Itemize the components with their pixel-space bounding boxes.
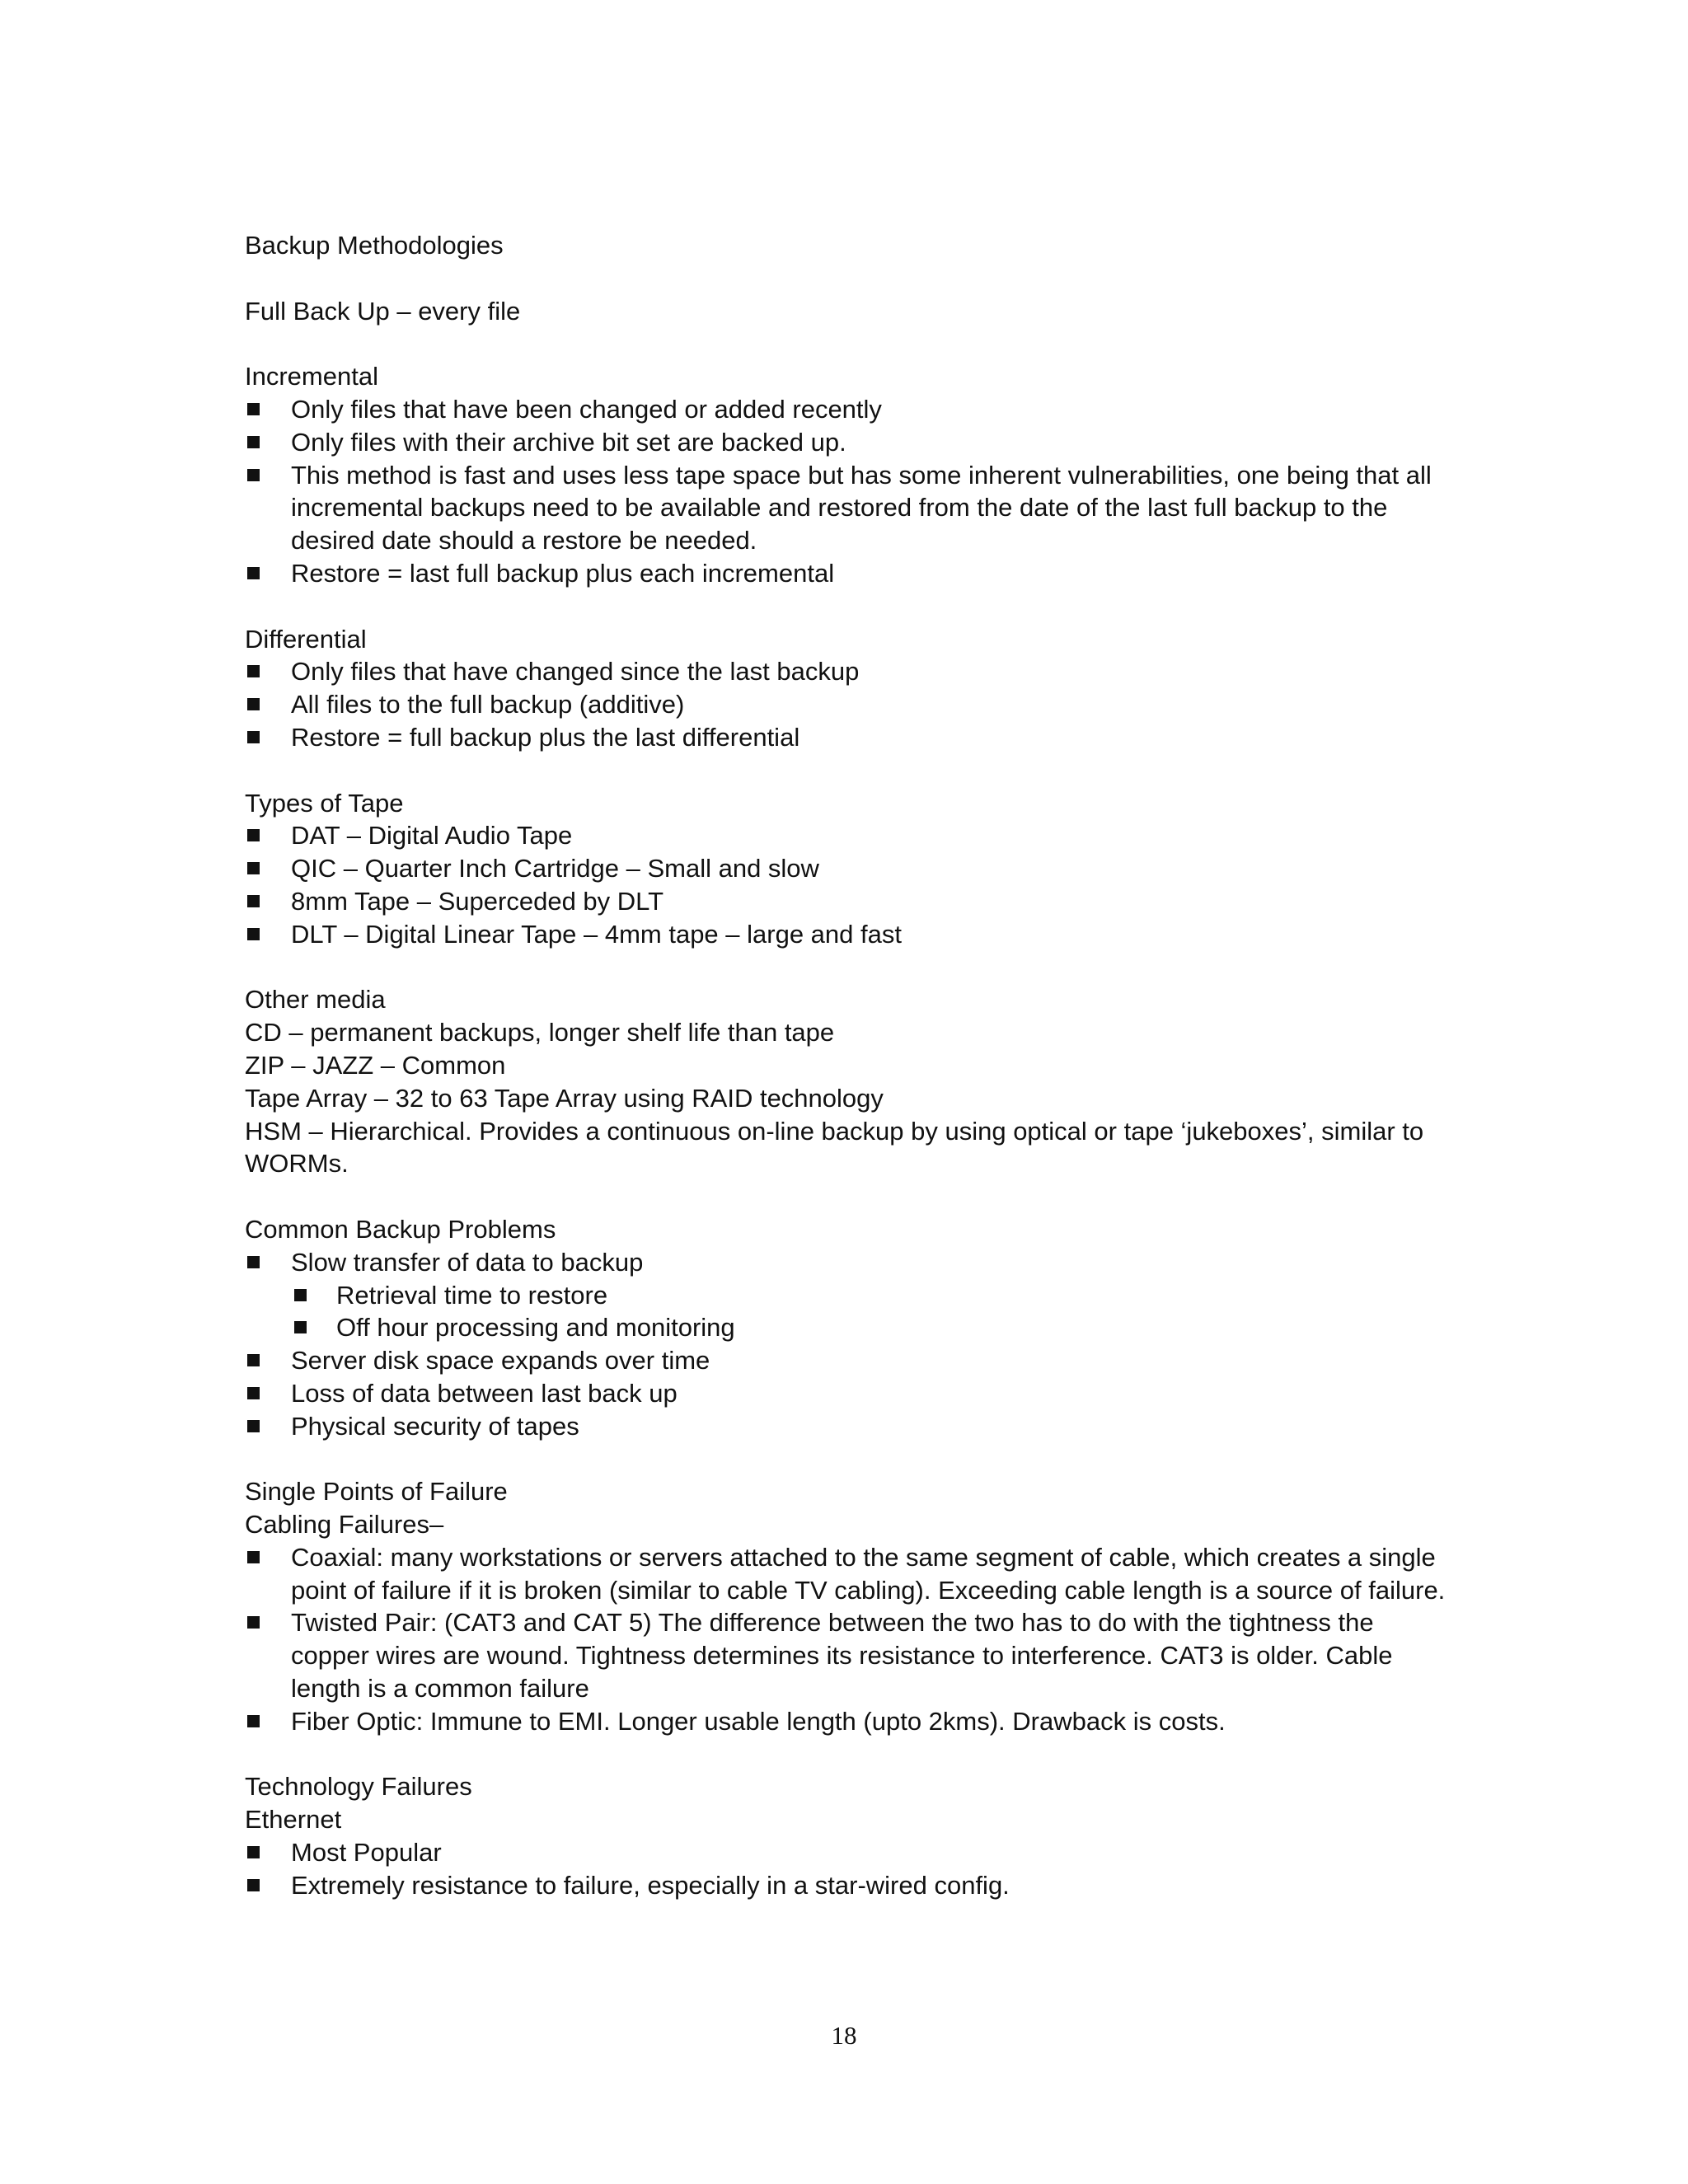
list-item	[245, 885, 1448, 918]
list-item-text: This method is fast and uses less tape space but has some inherent vulnerabilities, one being that all incremental backups need to be available and restored from the date of the last full backup to the desired date should a restore be needed.	[291, 460, 1432, 555]
list-item-text: Off hour processing and monitoring	[336, 1313, 735, 1343]
list-item-text: QIC – Quarter Inch Cartridge – Small and slow	[291, 854, 819, 883]
spacer	[245, 590, 1448, 623]
heading-technology-failures: Technology Failures	[245, 1772, 472, 1802]
list-item-text: Restore = full backup plus the last differential	[291, 722, 800, 752]
spacer	[245, 1442, 1448, 1475]
document-page	[245, 229, 1448, 1902]
list-item-text: 8mm Tape – Superceded by DLT	[291, 886, 664, 916]
square-bullet-icon	[247, 1256, 260, 1268]
square-bullet-icon	[247, 928, 260, 940]
spacer	[245, 754, 1448, 787]
square-bullet-icon	[247, 1354, 260, 1366]
square-bullet-icon	[247, 862, 260, 874]
square-bullet-icon	[247, 436, 260, 448]
full-backup-line: Full Back Up – every file	[245, 296, 521, 326]
list-item	[245, 1836, 1448, 1869]
list-item-text: Only files with their archive bit set are backed up.	[291, 427, 846, 457]
list-item	[245, 819, 1448, 852]
list-item-text: Retrieval time to restore	[336, 1280, 608, 1310]
square-bullet-icon	[247, 1616, 260, 1629]
square-bullet-icon	[247, 1387, 260, 1399]
spacer	[245, 327, 1448, 360]
spacer	[245, 262, 1448, 295]
list-item-text: Most Popular	[291, 1838, 442, 1868]
square-bullet-icon	[247, 1420, 260, 1432]
list-item-text: Only files that have been changed or added recently	[291, 394, 882, 424]
list-item-text: DAT – Digital Audio Tape	[291, 821, 573, 851]
list-item	[245, 1410, 1448, 1443]
heading-types-of-tape: Types of Tape	[245, 788, 404, 818]
subheading-ethernet: Ethernet	[245, 1805, 342, 1835]
list-item	[245, 426, 1448, 459]
square-bullet-icon	[247, 1879, 260, 1891]
list-item-text: Twisted Pair: (CAT3 and CAT 5) The difference between the two has to do with the tightness the copper wires are wound. Tightness determines its resistance to interference. CAT3 is older. Cable length is a common failure	[291, 1608, 1393, 1704]
list-item-text: Physical security of tapes	[291, 1411, 579, 1441]
heading-single-points-of-failure: Single Points of Failure	[245, 1477, 508, 1507]
heading-other-media: Other media	[245, 985, 386, 1015]
list-item	[245, 1344, 1448, 1377]
square-bullet-icon	[247, 1715, 260, 1727]
other-media-line: CD – permanent backups, longer shelf life than tape	[245, 1018, 835, 1047]
other-media-line: Tape Array – 32 to 63 Tape Array using RAID technology	[245, 1083, 884, 1113]
square-bullet-icon	[247, 665, 260, 677]
list-item-text: Extremely resistance to failure, especially in a star-wired config.	[291, 1870, 1010, 1900]
page-number: 18	[831, 2021, 857, 2050]
list-item	[245, 688, 1448, 721]
list-item	[245, 1606, 1448, 1704]
list-item	[245, 1705, 1448, 1738]
heading-backup-methodologies: Backup Methodologies	[245, 231, 504, 260]
square-bullet-icon	[247, 469, 260, 481]
list-item-text: Coaxial: many workstations or servers attached to the same segment of cable, which creates a single point of failure if it is broken (similar to cable TV cabling). Exceeding cable length is a source of failure.	[291, 1542, 1446, 1605]
square-bullet-icon	[247, 1551, 260, 1563]
square-bullet-icon	[247, 567, 260, 579]
square-bullet-icon	[294, 1321, 307, 1333]
list-item-text: Server disk space expands over time	[291, 1346, 710, 1376]
other-media-line: HSM – Hierarchical. Provides a continuous on-line backup by using optical or tape ‘jukeboxes’, similar to WORMs.	[245, 1116, 1424, 1179]
heading-common-backup-problems: Common Backup Problems	[245, 1214, 556, 1244]
list-item	[245, 721, 1448, 754]
list-item-text: Only files that have changed since the last backup	[291, 657, 860, 687]
spacer	[245, 1180, 1448, 1213]
list-item	[245, 1869, 1448, 1902]
subheading-cabling-failures: Cabling Failures–	[245, 1510, 444, 1540]
heading-differential: Differential	[245, 624, 367, 654]
list-item-text: Restore = last full backup plus each incremental	[291, 558, 835, 588]
square-bullet-icon	[247, 1846, 260, 1858]
list-item	[245, 918, 1448, 951]
cabling-failures-list	[245, 1541, 1448, 1738]
list-item-text: DLT – Digital Linear Tape – 4mm tape – large and fast	[291, 919, 902, 949]
list-item	[245, 1311, 1448, 1344]
list-item	[245, 393, 1448, 426]
list-item	[245, 459, 1448, 557]
list-item	[245, 1377, 1448, 1410]
heading-incremental: Incremental	[245, 362, 378, 391]
other-media-line: ZIP – JAZZ – Common	[245, 1050, 506, 1080]
list-item	[245, 655, 1448, 688]
list-item-text: Fiber Optic: Immune to EMI. Longer usable length (upto 2kms). Drawback is costs.	[291, 1706, 1226, 1736]
list-item	[245, 852, 1448, 885]
list-item-text: Loss of data between last back up	[291, 1378, 678, 1408]
list-item	[245, 1541, 1448, 1607]
square-bullet-icon	[247, 698, 260, 710]
list-item-text: Slow transfer of data to backup	[291, 1247, 644, 1277]
spacer	[245, 951, 1448, 984]
list-item	[245, 1279, 1448, 1312]
square-bullet-icon	[294, 1289, 307, 1301]
tape-types-list	[245, 819, 1448, 950]
square-bullet-icon	[247, 829, 260, 841]
backup-problems-list	[245, 1246, 1448, 1279]
ethernet-list	[245, 1836, 1448, 1902]
square-bullet-icon	[247, 403, 260, 415]
backup-problems-sublist	[245, 1279, 1448, 1345]
square-bullet-icon	[247, 731, 260, 743]
incremental-list	[245, 393, 1448, 590]
backup-problems-list-continued	[245, 1344, 1448, 1442]
list-item	[245, 1246, 1448, 1279]
spacer	[245, 1738, 1448, 1771]
square-bullet-icon	[247, 895, 260, 907]
list-item-text: All files to the full backup (additive)	[291, 690, 685, 719]
differential-list	[245, 655, 1448, 753]
list-item	[245, 557, 1448, 590]
